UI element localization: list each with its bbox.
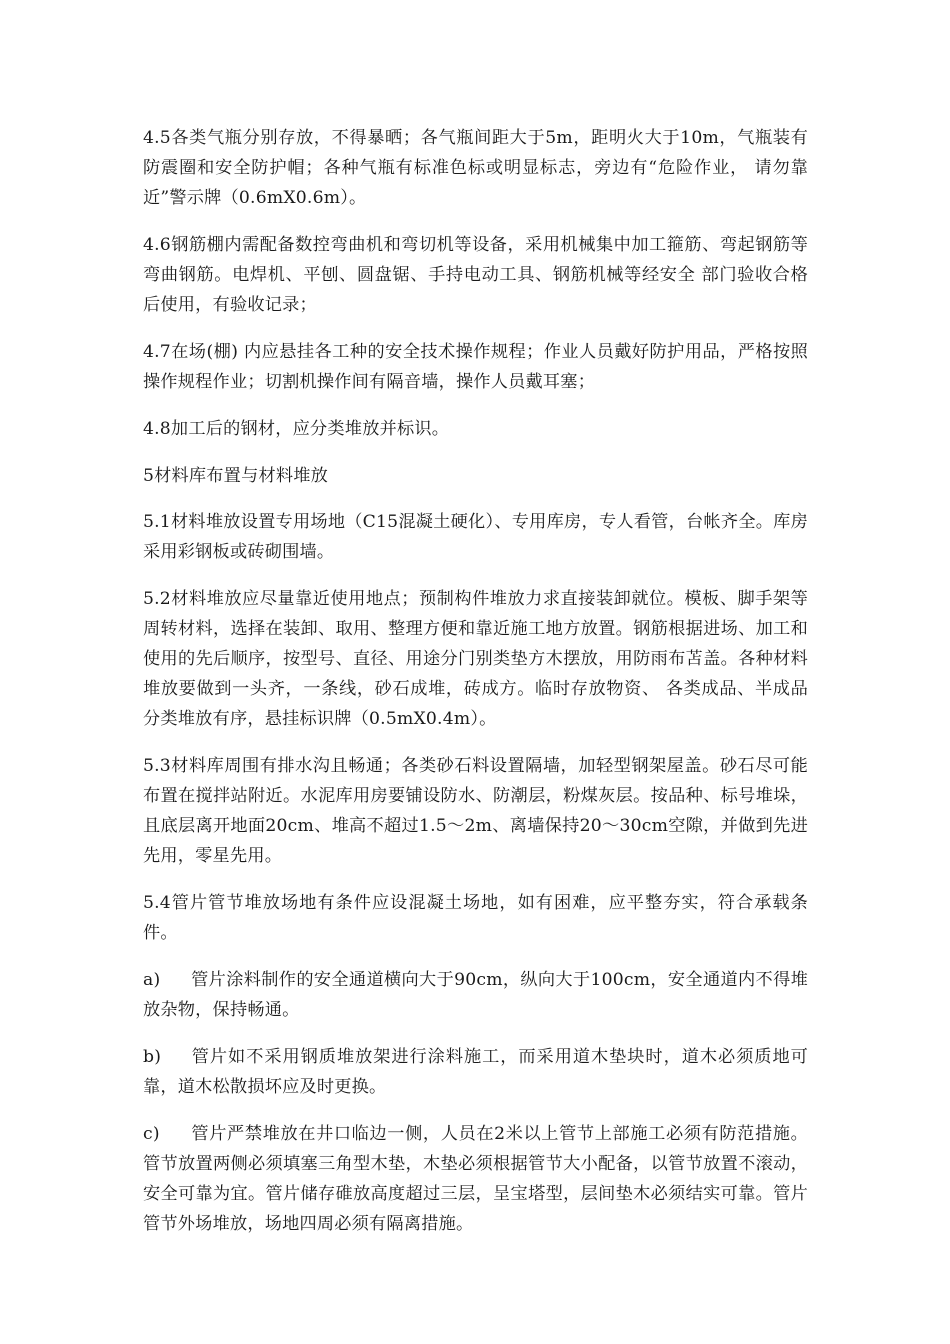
paragraph-5-3: 5.3材料库周围有排水沟且畅通；各类砂石料设置隔墙，加轻型钢架屋盖。砂石尽可能布置在搅拌站附近。水泥库用房要铺设防水、防潮层，粉煤灰层。按品种、标号堆垛，且底层离开地面20cm、堆高不超过1.5〜2m、离墙保持20〜30cm空隙，并做到先进先用，零星先用。	[143, 756, 808, 866]
list-item-label: a)	[143, 970, 161, 990]
paragraph-4-8: 4.8加工后的钢材，应分类堆放并标识。	[143, 419, 450, 439]
list-item-text: 管片如不采用钢质堆放架进行涂料施工，而采用道木垫块时，道木必须质地可靠，道木松散损坏应及时更换。	[143, 1047, 808, 1097]
paragraph-5-1: 5.1材料堆放设置专用场地（C15混凝土硬化）、专用库房，专人看管，台帐齐全。库房采用彩钢板或砖砌围墙。	[143, 512, 808, 562]
list-item-label: b)	[143, 1047, 162, 1067]
list-item-label: c)	[143, 1124, 160, 1144]
paragraph-5-4: 5.4管片管节堆放场地有条件应设混凝土场地，如有困难，应平整夯实，符合承载条件。	[143, 893, 808, 943]
document-body	[143, 123, 808, 1256]
list-item-c	[143, 1119, 808, 1239]
paragraph-4-7: 4.7在场(棚) 内应悬挂各工种的安全技术操作规程；作业人员戴好防护用品，严格按照操作规程作业；切割机操作间有隔音墙，操作人员戴耳塞；	[143, 342, 808, 392]
list-item-b	[143, 1042, 808, 1102]
paragraph-5-2: 5.2材料堆放应尽量靠近使用地点；预制构件堆放力求直接装卸就位。模板、脚手架等周转材料，选择在装卸、取用、整理方便和靠近施工地方放置。钢筋根据进场、加工和使用的先后顺序，按型号、直径、用途分门别类垫方木摆放，用防雨布苫盖。各种材料堆放要做到一头齐，一条线，砂石成堆，砖成方。临时存放物资、 各类成品、半成品分类堆放有序，悬挂标识牌（0.5mX0.4m）。	[143, 589, 808, 729]
paragraph-4-5: 4.5各类气瓶分别存放，不得暴晒；各气瓶间距大于5m，距明火大于10m，气瓶装有防震圈和安全防护帽；各种气瓶有标准色标或明显标志，旁边有“危险作业， 请勿靠近”警示牌（0.6mX0.6m）。	[143, 128, 808, 208]
list-item-text: 管片涂料制作的安全通道横向大于90cm，纵向大于100cm，安全通道内不得堆放杂物，保持畅通。	[143, 970, 808, 1020]
list-item-a	[143, 965, 808, 1025]
section-heading-5: 5材料库布置与材料堆放	[143, 466, 329, 486]
paragraph-4-6: 4.6钢筋棚内需配备数控弯曲机和弯切机等设备，采用机械集中加工箍筋、弯起钢筋等弯曲钢筋。电焊机、平刨、圆盘锯、手持电动工具、钢筋机械等经安全 部门验收合格后使用，有验收记录；	[143, 235, 808, 315]
list-item-text: 管片严禁堆放在井口临边一侧，人员在2米以上管节上部施工必须有防范措施。管节放置两侧必须填塞三角型木垫，木垫必须根据管节大小配备，以管节放置不滚动，安全可靠为宜。管片储存碓放高度超过三层，呈宝塔型，层间垫木必须结实可靠。管片管节外场堆放，场地四周必须有隔离措施。	[143, 1124, 808, 1234]
